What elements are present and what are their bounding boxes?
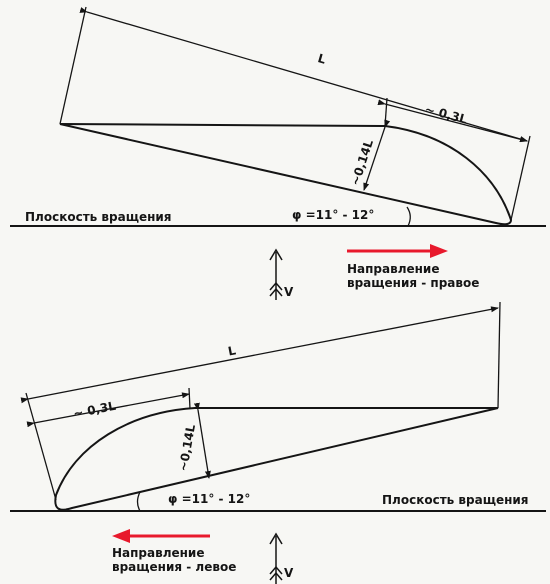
bottom-tip-extension bbox=[189, 388, 190, 409]
bottom-angle-label: φ =11° - 12° bbox=[168, 492, 251, 506]
bottom-angle-arc bbox=[138, 492, 141, 511]
top-direction-label-1: Направление bbox=[347, 262, 440, 276]
top-v-arrow bbox=[270, 250, 282, 300]
bottom-v-arrow bbox=[270, 534, 282, 584]
bottom-extension-left bbox=[26, 393, 56, 500]
top-angle-arc bbox=[407, 207, 410, 226]
bottom-extension-right bbox=[498, 302, 500, 408]
bottom-length-dimension bbox=[28, 308, 498, 399]
bottom-thickness-dimension bbox=[198, 410, 209, 478]
top-length-label: L bbox=[316, 51, 328, 67]
top-extension-right bbox=[511, 136, 530, 220]
top-tip-label: ~ 0,3L bbox=[423, 102, 469, 127]
bottom-plane-label: Плоскость вращения bbox=[382, 493, 529, 507]
top-direction-arrow bbox=[347, 244, 448, 258]
top-tip-extension bbox=[385, 98, 387, 126]
top-angle-label: φ =11° - 12° bbox=[292, 208, 375, 222]
bottom-direction-arrow bbox=[112, 529, 210, 543]
bottom-direction-label-1: Направление bbox=[112, 546, 205, 560]
bottom-thickness-label: ~0,14L bbox=[176, 423, 199, 473]
top-thickness-label: ~0,14L bbox=[348, 138, 376, 188]
top-direction-label-2: вращения - правое bbox=[347, 276, 480, 290]
bottom-tip-label: ~ 0,3L bbox=[72, 398, 118, 421]
top-extension-left bbox=[60, 7, 86, 124]
top-plane-label: Плоскость вращения bbox=[25, 210, 172, 224]
top-v-label: V bbox=[284, 285, 294, 299]
bottom-direction-label-2: вращения - левое bbox=[112, 560, 237, 574]
bottom-v-label: V bbox=[284, 566, 294, 580]
bottom-length-label: L bbox=[226, 343, 237, 359]
